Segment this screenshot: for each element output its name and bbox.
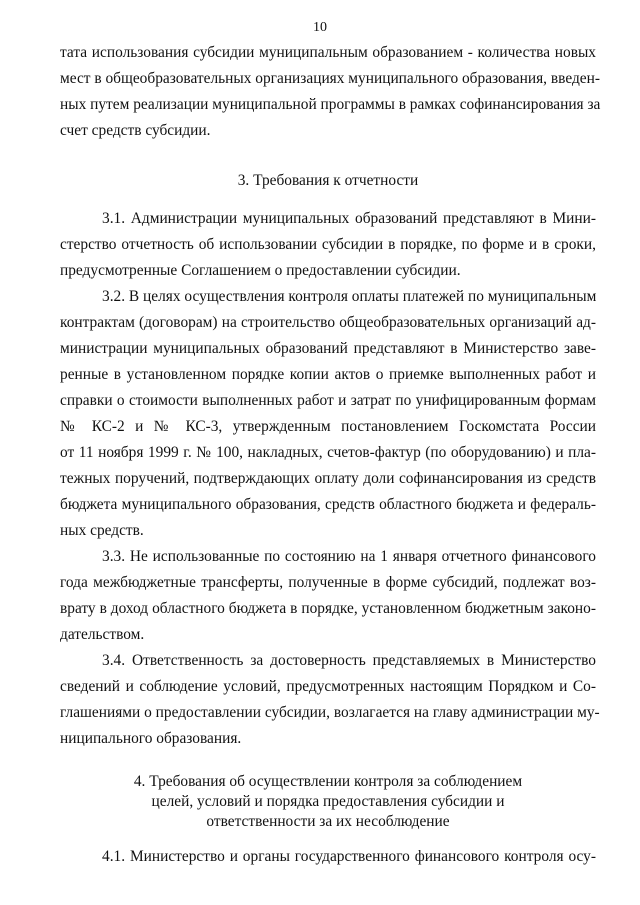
text-line: сведений и соблюдение условий, предусмотренных настоящим Порядком и Со- <box>60 678 596 695</box>
paragraph-4-1 <box>60 844 596 870</box>
text-line: стерство отчетность об использовании субсидии в порядке, по форме и в сроки, <box>60 236 596 253</box>
text-line: 3.4. Ответственность за достоверность представляемых в Министерство <box>102 652 596 669</box>
paragraph-3-4 <box>60 648 600 752</box>
page-number: 10 <box>313 20 327 35</box>
text-line: тата использования субсидии муниципальным образованием - количества новых <box>60 44 596 61</box>
text-line: от 11 ноября 1999 г. № 100, накладных, счетов-фактур (по оборудованию) и пла- <box>60 444 596 461</box>
text-line: ных путем реализации муниципальной программы в рамках софинансирования за <box>60 96 601 113</box>
document-body <box>60 40 601 870</box>
text-line: ниципального образования. <box>60 730 242 747</box>
section-4-heading <box>60 772 596 832</box>
text-line: дательством. <box>60 626 145 643</box>
paragraph-3-2 <box>60 284 596 544</box>
heading-line: целей, условий и порядка предоставления субсидии и <box>151 793 505 810</box>
section-3-heading <box>60 168 596 194</box>
text-line: ных средств. <box>60 522 144 539</box>
text-line: счет средств субсидии. <box>60 122 211 139</box>
text-line: 3.1. Администрации муниципальных образований представляют в Мини- <box>102 210 596 227</box>
text-line: мест в общеобразовательных организациях муниципального образования, введен- <box>60 70 600 87</box>
text-line: контрактам (договорам) на строительство общеобразовательных организаций ад- <box>60 314 596 331</box>
intro-paragraph <box>60 40 601 144</box>
paragraph-3-3 <box>60 544 596 648</box>
text-line: 3.3. Не использованные по состоянию на 1 января отчетного финансового <box>102 548 596 565</box>
text-line: глашениями о предоставлении субсидии, возлагается на главу администрации му- <box>60 704 600 721</box>
text-line: 4.1. Министерство и органы государственного финансового контроля осу- <box>102 848 596 865</box>
heading-line: 4. Требования об осуществлении контроля за соблюдением <box>133 773 523 790</box>
text-line: № КС-2 и № КС-3, утвержденным постановлением Госкомстата России <box>60 418 596 435</box>
paragraph-3-1 <box>60 206 596 284</box>
text-line: предусмотренные Соглашением о предоставлении субсидии. <box>60 262 461 279</box>
heading-line: 3. Требования к отчетности <box>237 172 419 189</box>
text-line: врату в доход областного бюджета в порядке, установленном бюджетным законо- <box>60 600 596 617</box>
heading-line: ответственности за их несоблюдение <box>206 813 450 830</box>
text-line: года межбюджетные трансферты, полученные в форме субсидий, подлежат воз- <box>60 574 596 591</box>
text-line: бюджета муниципального образования, средств областного бюджета и федераль- <box>60 496 596 513</box>
text-line: 3.2. В целях осуществления контроля оплаты платежей по муниципальным <box>102 288 597 305</box>
text-line: тежных поручений, подтверждающих оплату доли софинансирования из средств <box>60 470 596 487</box>
text-line: ренные в установленном порядке копии актов о приемке выполненных работ и <box>60 366 596 383</box>
text-line: справки о стоимости выполненных работ и затрат по унифицированным формам <box>60 392 596 409</box>
text-line: министрации муниципальных образований представляют в Министерство заве- <box>60 340 596 357</box>
